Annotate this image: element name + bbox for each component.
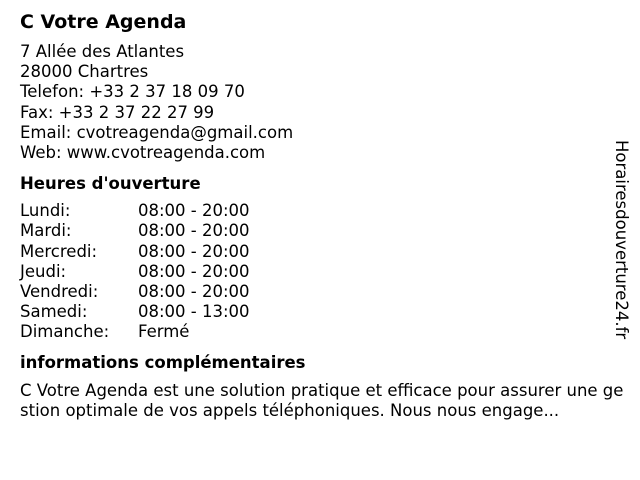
hours-row-monday — [20, 201, 606, 221]
site-brand-text: Horairesdouverture24.fr — [612, 140, 631, 340]
day-label: Vendredi: — [20, 282, 99, 302]
day-label: Lundi: — [20, 201, 71, 221]
opening-hours-heading: Heures d'ouverture — [20, 174, 201, 194]
contact-block — [20, 42, 606, 163]
day-label: Jeudi: — [20, 261, 67, 281]
time-range: 08:00 - 20:00 — [138, 282, 250, 302]
hours-row-wednesday — [20, 242, 606, 262]
day-label: Dimanche: — [20, 322, 110, 342]
additional-info-text: C Votre Agenda est une solution pratique et efficace pour assurer une gestion optimale de vos appels téléphoniques. Nous nous engage... — [20, 380, 624, 421]
hours-row-friday — [20, 282, 606, 302]
time-range: 08:00 - 13:00 — [138, 302, 250, 322]
hours-row-saturday — [20, 302, 606, 322]
day-label: Samedi: — [20, 302, 88, 322]
additional-info-heading: informations complémentaires — [20, 352, 306, 372]
day-label: Mardi: — [20, 221, 72, 241]
time-range: 08:00 - 20:00 — [138, 221, 250, 241]
hours-row-tuesday — [20, 221, 606, 241]
phone-line: Telefon: +33 2 37 18 09 70 — [20, 82, 245, 102]
site-brand-vertical — [608, 136, 634, 344]
web-line: Web: www.cvotreagenda.com — [20, 143, 266, 163]
email-line: Email: cvotreagenda@gmail.com — [20, 122, 294, 142]
time-range: Fermé — [138, 322, 190, 342]
day-label: Mercredi: — [20, 241, 98, 261]
business-name: C Votre Agenda — [20, 11, 187, 33]
hours-row-thursday — [20, 262, 606, 282]
hours-row-sunday — [20, 322, 606, 342]
time-range: 08:00 - 20:00 — [138, 201, 250, 221]
address-line-city: 28000 Chartres — [20, 62, 149, 82]
fax-line: Fax: +33 2 37 22 27 99 — [20, 102, 215, 122]
opening-hours-table — [20, 201, 606, 342]
time-range: 08:00 - 20:00 — [138, 241, 250, 261]
address-line-street: 7 Allée des Atlantes — [20, 42, 185, 61]
time-range: 08:00 - 20:00 — [138, 261, 250, 281]
